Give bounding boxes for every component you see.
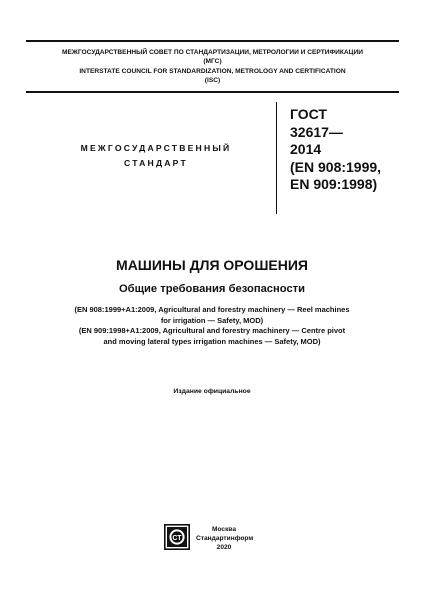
publisher-city: Москва: [211, 526, 237, 533]
council-name-en: INTERSTATE COUNCIL FOR STANDARDIZATION, METROLOGY AND CERTIFICATION: [79, 67, 346, 75]
designation-line5: EN 909:1998): [290, 176, 378, 192]
reference-line3: (EN 909:1998+A1:2009, Agricultural and forestry machinery — Centre pivot: [78, 326, 346, 336]
standard-type-line2: СТАНДАРТ: [124, 158, 188, 168]
council-abbr-ru: (МГС): [203, 58, 222, 66]
designation-line3: 2014: [290, 141, 322, 157]
publisher-block: [196, 525, 252, 552]
reference-line2: for irrigation — Safety, MOD): [160, 315, 264, 325]
designation-line2: 32617—: [290, 123, 343, 140]
publisher-year: 2020: [216, 544, 232, 551]
standard-type: [56, 141, 256, 171]
vertical-divider: [276, 102, 277, 214]
document-subtitle: Общие требования безопасности: [118, 283, 306, 295]
edition-note: Издание официальное: [173, 388, 251, 395]
designation-line1: ГОСТ: [290, 106, 327, 122]
reference-line4: and moving lateral types irrigation machines — Safety, MOD): [103, 336, 321, 346]
standard-designation: [290, 106, 410, 194]
designation-line4: (EN 908:1999,: [290, 158, 382, 175]
council-name-ru: МЕЖГОСУДАРСТВЕННЫЙ СОВЕТ ПО СТАНДАРТИЗАЦИИ, МЕТРОЛОГИИ И СЕРТИФИКАЦИИ: [62, 49, 363, 56]
publisher-name: Стандартинформ: [196, 535, 254, 542]
standartinform-logo-icon: [164, 524, 190, 550]
council-abbr-en: (ISC): [204, 77, 221, 85]
council-header: [26, 40, 399, 93]
reference-line1: (EN 908:1999+A1:2009, Agricultural and forestry machinery — Reel machines: [74, 305, 350, 314]
logo-text: СТ: [172, 535, 182, 542]
international-references: [30, 305, 394, 347]
document-title: МАШИНЫ ДЛЯ ОРОШЕНИЯ: [116, 257, 308, 273]
standard-type-line1: МЕЖГОСУДАРСТВЕННЫЙ: [80, 143, 232, 153]
